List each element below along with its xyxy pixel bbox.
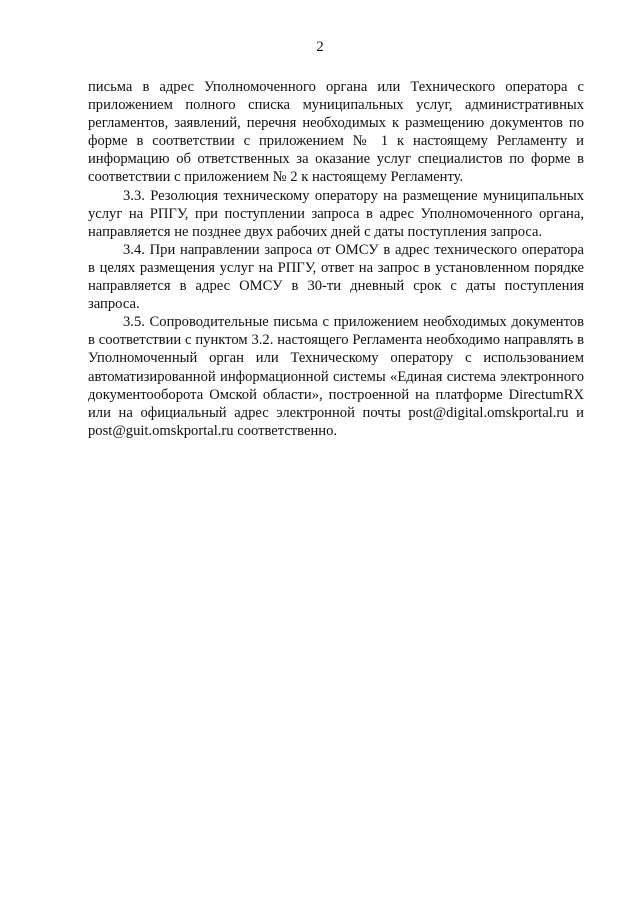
paragraph-3-3: 3.3. Резолюция техническому оператору на размещение муниципальных услуг на РПГУ, при поступлении запроса в адрес Уполномоченного органа, направляется не позднее двух рабочих дней с даты поступления запроса. — [88, 187, 584, 240]
paragraph-continuation: письма в адрес Уполномоченного органа или Технического оператора с приложением полного списка муниципальных услуг, административных регламентов, заявлений, перечня необходимых к размещению документов по форме в соответствии с приложением № 1 к настоящему Регламенту и информацию об ответственных за оказание услуг специалистов по форме в соответствии с приложением № 2 к настоящему Регламенту. — [88, 79, 584, 186]
paragraph-3-4: 3.4. При направлении запроса от ОМСУ в адрес технического оператора в целях размещения услуг на РПГУ, ответ на запрос в установленном порядке направляется в адрес ОМСУ в 30-ти дневный срок с даты поступления запроса. — [88, 241, 584, 313]
paragraph-3-5: 3.5. Сопроводительные письма с приложением необходимых документов в соответствии с пунктом 3.2. настоящего Регламента необходимо направлять в Уполномоченный орган или Техническому оператору с использованием автоматизированной информационной системы «Единая система электронного документооборота Омской области», построенной на платформе DirectumRX или на официальный адрес электронной почты post@digital.omskportal.ru и post@guit.omskportal.ru соответственно. — [88, 314, 584, 439]
document-body — [88, 78, 584, 440]
page-number: 2 — [316, 39, 324, 55]
